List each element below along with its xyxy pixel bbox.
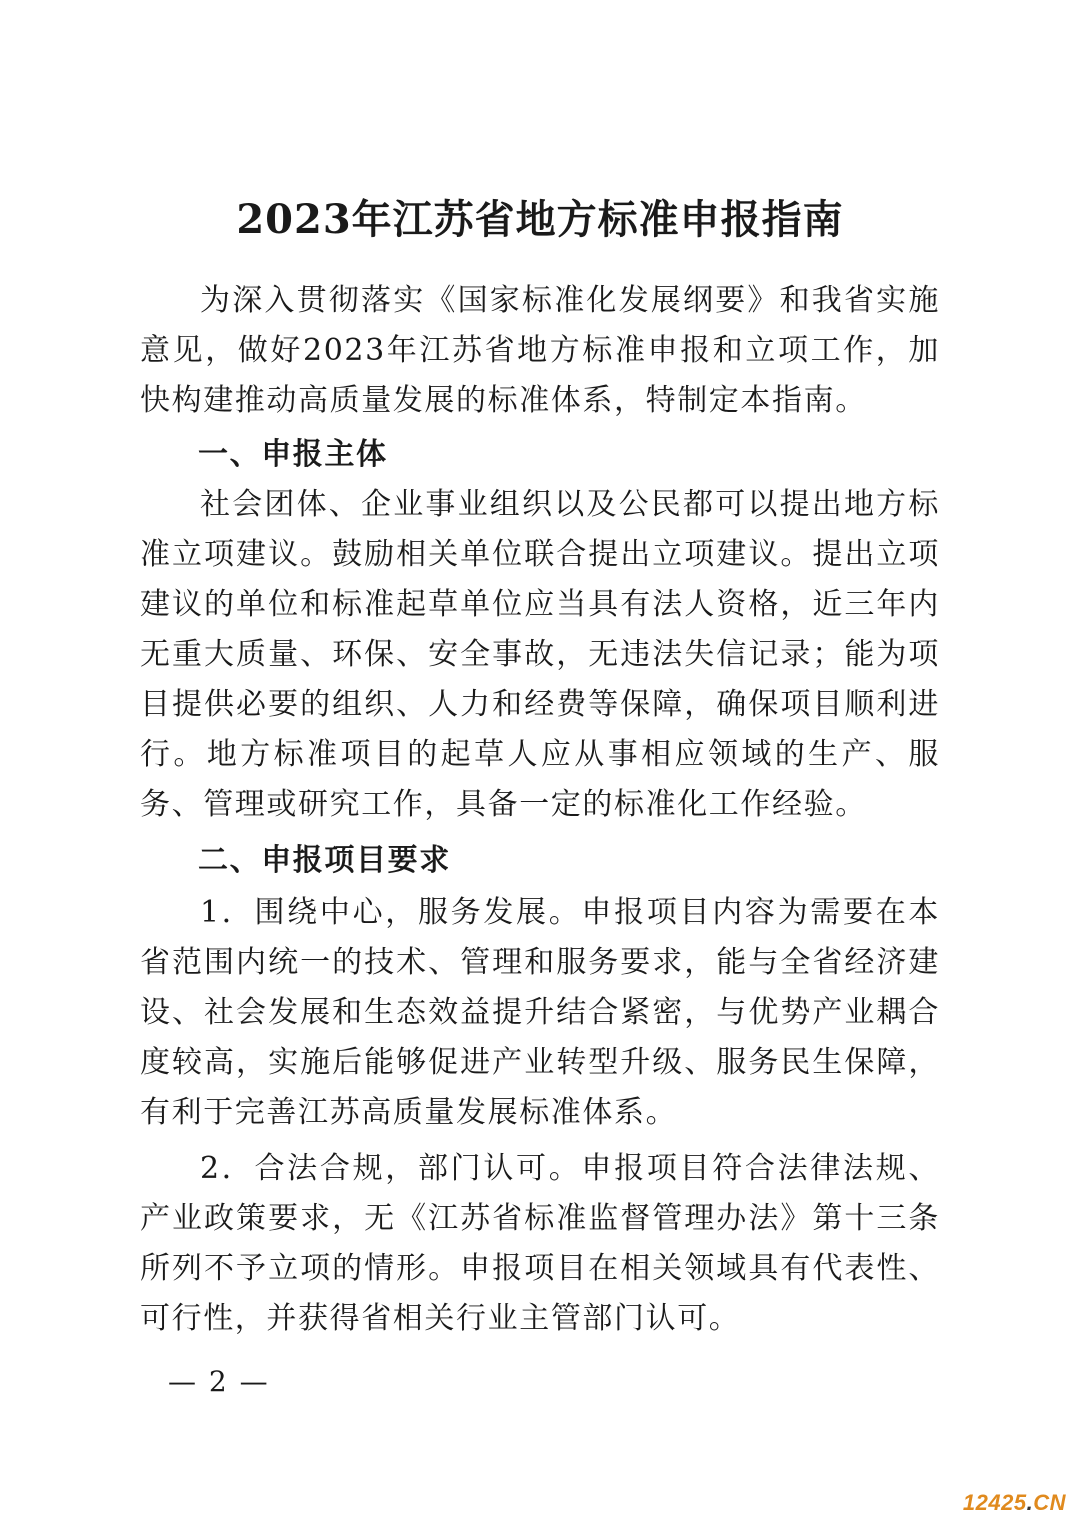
site-watermark — [963, 1490, 1066, 1516]
watermark-suffix: CN — [1033, 1490, 1066, 1515]
section-heading-requirements: 二、申报项目要求 — [198, 843, 451, 878]
section-paragraph-applicant: 社会团体、企业事业组织以及公民都可以提出地方标准立项建议。鼓励相关单位联合提出立项建议。提出立项建议的单位和标准起草单位应当具有法人资格，近三年内无重大质量、环保、安全事故，无违法失信记录；能为项目提供必要的组织、人力和经费等保障，确保项目顺利进行。地方标准项目的起草人应从事相应领域的生产、服务、管理或研究工作，具备一定的标准化工作经验。 — [140, 487, 940, 822]
requirement-item-1: 1．围绕中心，服务发展。申报项目内容为需要在本省范围内统一的技术、管理和服务要求，能与全省经济建设、社会发展和生态效益提升结合紧密，与优势产业耦合度较高，实施后能够促进产业转型升级、服务民生保障，有利于完善江苏高质量发展标准体系。 — [140, 895, 940, 1130]
document-title: 2023年江苏省地方标准申报指南 — [236, 196, 844, 243]
page-number: — 2 — — [168, 1365, 270, 1398]
intro-paragraph: 为深入贯彻落实《国家标准化发展纲要》和我省实施意见，做好2023年江苏省地方标准申报和立项工作，加快构建推动高质量发展的标准体系，特制定本指南。 — [140, 283, 940, 418]
watermark-dot: . — [1026, 1490, 1034, 1515]
section-heading-applicant: 一、申报主体 — [198, 437, 388, 472]
requirement-item-2: 2．合法合规，部门认可。申报项目符合法律法规、产业政策要求，无《江苏省标准监督管理办法》第十三条所列不予立项的情形。申报项目在相关领域具有代表性、可行性，并获得省相关行业主管部门认可。 — [140, 1151, 940, 1336]
watermark-number: 12425 — [962, 1490, 1027, 1515]
